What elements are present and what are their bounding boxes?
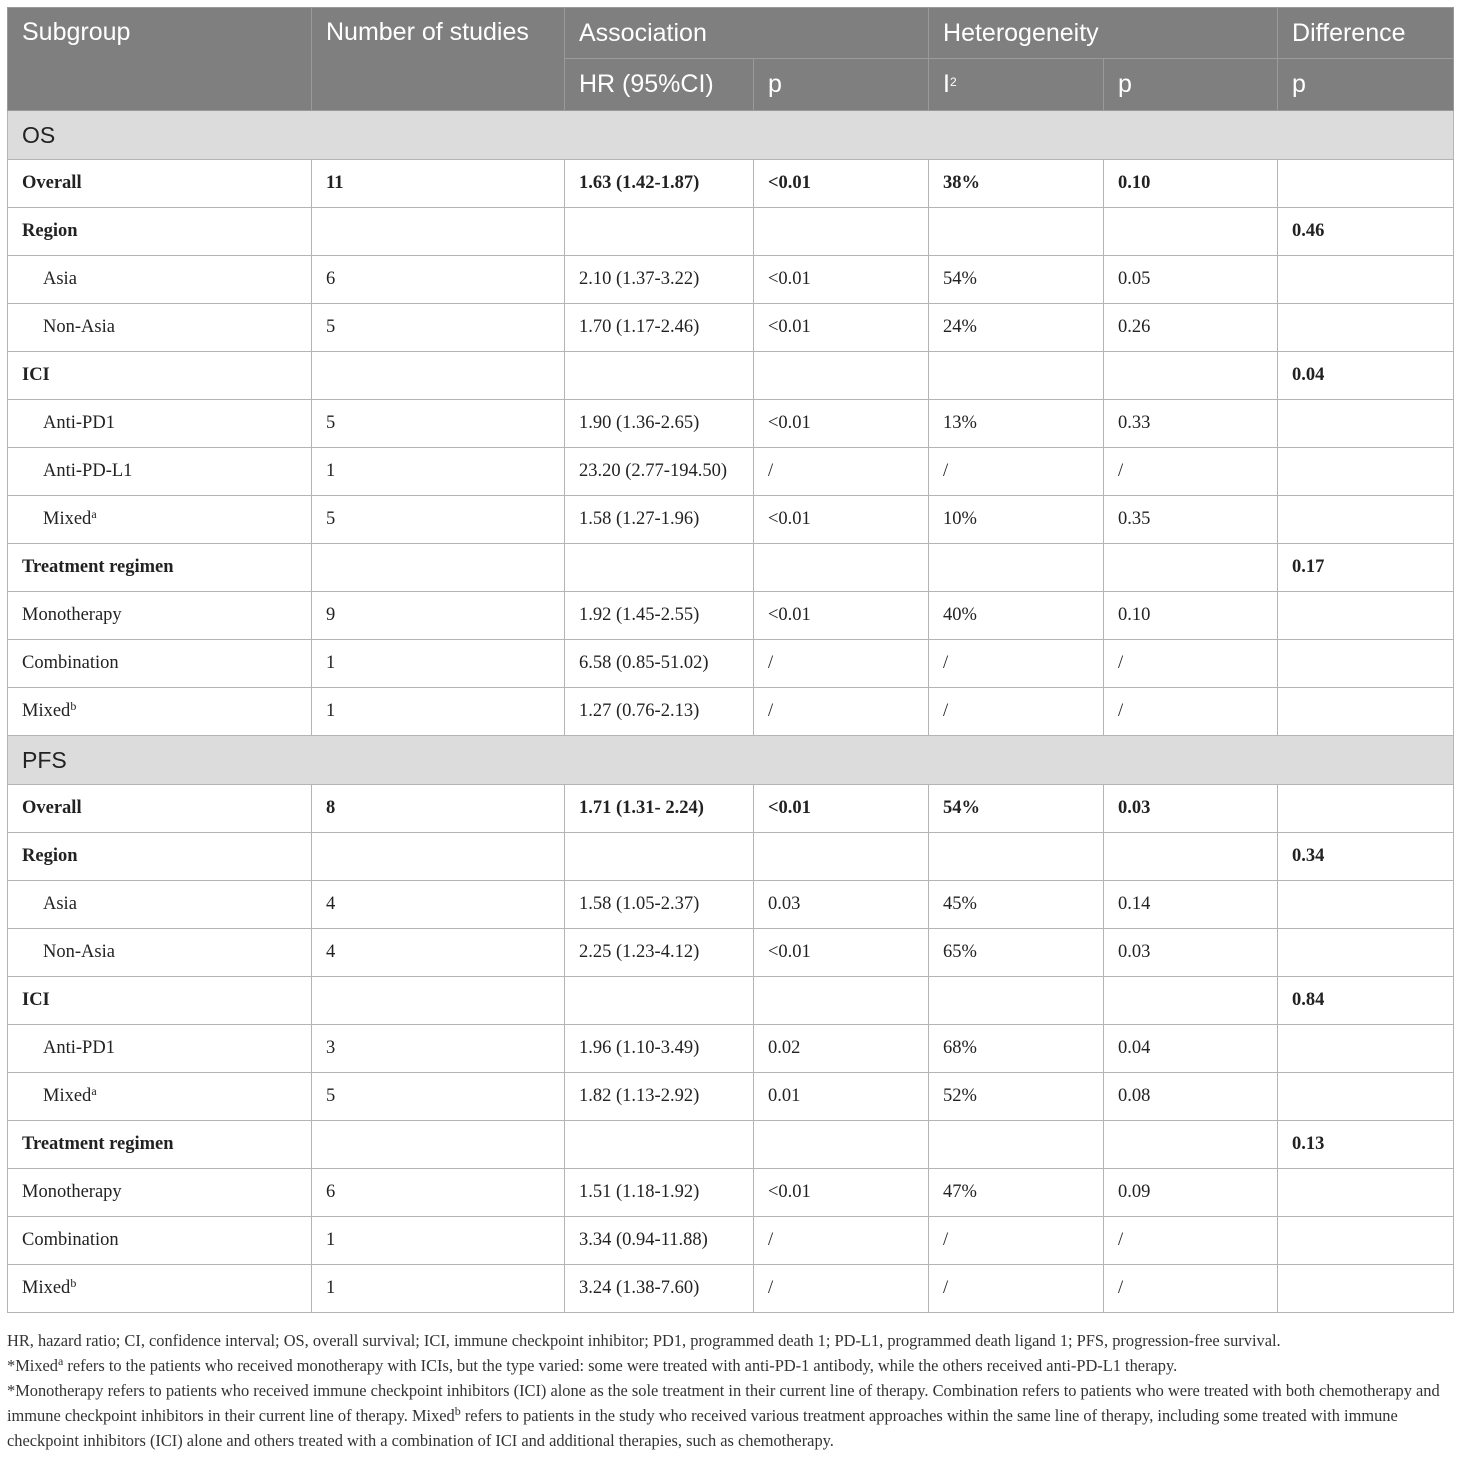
- os-association-p: <0.01: [754, 256, 929, 304]
- subgroup-label-text: Region: [22, 221, 78, 241]
- os-number-of-studies: [312, 352, 565, 400]
- pfs-number-of-studies: 4: [312, 929, 565, 977]
- os-number-of-studies: 9: [312, 592, 565, 640]
- os-hazard-ratio: 1.58 (1.27-1.96): [565, 496, 754, 544]
- subgroup-label-text: Anti-PD-L1: [43, 461, 133, 481]
- pfs-number-of-studies: 1: [312, 1265, 565, 1313]
- header-difference: Difference: [1278, 8, 1454, 59]
- pfs-difference-p: [1278, 1217, 1454, 1265]
- footnote-mixed-a: [7, 1353, 1453, 1378]
- os-hazard-ratio: 23.20 (2.77-194.50): [565, 448, 754, 496]
- subgroup-label-text: Treatment regimen: [22, 1134, 174, 1154]
- os-i2: /: [929, 448, 1104, 496]
- pfs-hazard-ratio: 3.34 (0.94-11.88): [565, 1217, 754, 1265]
- os-i2: [929, 544, 1104, 592]
- pfs-subgroup-label: [8, 1169, 312, 1217]
- pfs-difference-p: [1278, 1265, 1454, 1313]
- os-heterogeneity-p: /: [1104, 688, 1278, 736]
- pfs-number-of-studies: 3: [312, 1025, 565, 1073]
- pfs-i2: 47%: [929, 1169, 1104, 1217]
- os-i2: [929, 352, 1104, 400]
- os-heterogeneity-p: 0.35: [1104, 496, 1278, 544]
- pfs-row: [8, 1217, 1454, 1265]
- pfs-difference-p: [1278, 785, 1454, 833]
- section-label-pfs: PFS: [8, 736, 1454, 785]
- pfs-number-of-studies: [312, 833, 565, 881]
- os-heterogeneity-p: 0.05: [1104, 256, 1278, 304]
- subgroup-label-superscript: a: [91, 1084, 97, 1098]
- os-subgroup-label: [8, 208, 312, 256]
- os-row: [8, 592, 1454, 640]
- subgroup-label-text: Overall: [22, 173, 82, 193]
- pfs-heterogeneity-p: 0.04: [1104, 1025, 1278, 1073]
- os-i2: /: [929, 688, 1104, 736]
- subgroup-label-text: Non-Asia: [43, 942, 115, 962]
- pfs-association-p: 0.01: [754, 1073, 929, 1121]
- subgroup-label-text: Anti-PD1: [43, 1038, 115, 1058]
- subgroup-table-container: [7, 7, 1453, 1313]
- pfs-heterogeneity-p: 0.03: [1104, 785, 1278, 833]
- os-hazard-ratio: 1.70 (1.17-2.46): [565, 304, 754, 352]
- os-hazard-ratio: [565, 544, 754, 592]
- pfs-heterogeneity-p: [1104, 1121, 1278, 1169]
- os-association-p: /: [754, 688, 929, 736]
- os-difference-p: [1278, 400, 1454, 448]
- subgroup-label-superscript: b: [70, 699, 77, 713]
- pfs-number-of-studies: [312, 1121, 565, 1169]
- os-row: [8, 304, 1454, 352]
- pfs-row: [8, 929, 1454, 977]
- os-heterogeneity-p: 0.10: [1104, 592, 1278, 640]
- os-difference-p: [1278, 496, 1454, 544]
- subgroup-label-text: Combination: [22, 1230, 119, 1250]
- pfs-heterogeneity-p: 0.03: [1104, 929, 1278, 977]
- pfs-i2: 52%: [929, 1073, 1104, 1121]
- os-difference-p: [1278, 688, 1454, 736]
- os-heterogeneity-p: [1104, 352, 1278, 400]
- os-number-of-studies: 11: [312, 160, 565, 208]
- os-hazard-ratio: 1.63 (1.42-1.87): [565, 160, 754, 208]
- header-number-of-studies: Number of studies: [312, 8, 565, 111]
- section-label-os: OS: [8, 111, 1454, 160]
- pfs-association-p: [754, 1121, 929, 1169]
- pfs-subgroup-label: [8, 881, 312, 929]
- os-heterogeneity-p: [1104, 544, 1278, 592]
- os-association-p: <0.01: [754, 160, 929, 208]
- pfs-number-of-studies: 1: [312, 1217, 565, 1265]
- pfs-difference-p: [1278, 929, 1454, 977]
- pfs-row: [8, 1073, 1454, 1121]
- pfs-subgroup-label: [8, 1121, 312, 1169]
- os-heterogeneity-p: [1104, 208, 1278, 256]
- pfs-row: [8, 977, 1454, 1025]
- pfs-subgroup-label: [8, 833, 312, 881]
- os-difference-p: [1278, 640, 1454, 688]
- os-number-of-studies: [312, 208, 565, 256]
- pfs-i2: 68%: [929, 1025, 1104, 1073]
- os-hazard-ratio: 6.58 (0.85-51.02): [565, 640, 754, 688]
- os-hazard-ratio: 1.92 (1.45-2.55): [565, 592, 754, 640]
- pfs-heterogeneity-p: 0.08: [1104, 1073, 1278, 1121]
- os-number-of-studies: 5: [312, 400, 565, 448]
- subgroup-label-superscript: a: [91, 507, 97, 521]
- os-hazard-ratio: [565, 352, 754, 400]
- pfs-row: [8, 881, 1454, 929]
- pfs-hazard-ratio: 1.71 (1.31- 2.24): [565, 785, 754, 833]
- subgroup-label-text: Monotherapy: [22, 605, 122, 625]
- pfs-row: [8, 1121, 1454, 1169]
- os-row: [8, 352, 1454, 400]
- os-hazard-ratio: 1.90 (1.36-2.65): [565, 400, 754, 448]
- os-difference-p: 0.17: [1278, 544, 1454, 592]
- pfs-association-p: 0.02: [754, 1025, 929, 1073]
- os-subgroup-label: [8, 544, 312, 592]
- pfs-number-of-studies: [312, 977, 565, 1025]
- os-heterogeneity-p: /: [1104, 448, 1278, 496]
- pfs-subgroup-label: [8, 785, 312, 833]
- os-subgroup-label: [8, 256, 312, 304]
- subgroup-label-text: Asia: [43, 269, 77, 289]
- os-difference-p: [1278, 304, 1454, 352]
- subgroup-label-text: Non-Asia: [43, 317, 115, 337]
- subgroup-analysis-table: [7, 7, 1454, 1313]
- subgroup-label-text: ICI: [22, 365, 50, 385]
- header-heterogeneity: Heterogeneity: [929, 8, 1278, 59]
- pfs-association-p: [754, 977, 929, 1025]
- pfs-association-p: [754, 833, 929, 881]
- subgroup-label-text: ICI: [22, 990, 50, 1010]
- pfs-i2: 45%: [929, 881, 1104, 929]
- subgroup-label-text: Monotherapy: [22, 1182, 122, 1202]
- os-number-of-studies: [312, 544, 565, 592]
- os-number-of-studies: 1: [312, 448, 565, 496]
- os-i2: 10%: [929, 496, 1104, 544]
- subgroup-label-text: Treatment regimen: [22, 557, 174, 577]
- pfs-i2: /: [929, 1217, 1104, 1265]
- os-association-p: <0.01: [754, 496, 929, 544]
- os-hazard-ratio: 1.27 (0.76-2.13): [565, 688, 754, 736]
- pfs-difference-p: [1278, 1025, 1454, 1073]
- os-i2: /: [929, 640, 1104, 688]
- footnote-mixed-a-sup: a: [58, 1354, 64, 1368]
- pfs-heterogeneity-p: 0.14: [1104, 881, 1278, 929]
- os-subgroup-label: [8, 640, 312, 688]
- pfs-hazard-ratio: 2.25 (1.23-4.12): [565, 929, 754, 977]
- os-row: [8, 640, 1454, 688]
- os-subgroup-label: [8, 448, 312, 496]
- pfs-i2: 54%: [929, 785, 1104, 833]
- footnote-regimen: [7, 1378, 1453, 1453]
- os-hazard-ratio: 2.10 (1.37-3.22): [565, 256, 754, 304]
- os-i2: 54%: [929, 256, 1104, 304]
- os-association-p: [754, 352, 929, 400]
- pfs-i2: /: [929, 1265, 1104, 1313]
- pfs-number-of-studies: 6: [312, 1169, 565, 1217]
- pfs-i2: 65%: [929, 929, 1104, 977]
- table-header: [8, 8, 1454, 111]
- pfs-hazard-ratio: 1.58 (1.05-2.37): [565, 881, 754, 929]
- subgroup-label-text: Mixed: [22, 1278, 71, 1298]
- os-row: [8, 544, 1454, 592]
- footnote-abbreviations: HR, hazard ratio; CI, confidence interval; OS, overall survival; ICI, immune checkpoint inhibitor; PD1, programmed death 1; PD-L1, programmed death ligand 1; PFS, progression-free survival.: [7, 1331, 1281, 1350]
- header-i2-base: I: [943, 70, 950, 98]
- pfs-i2: [929, 833, 1104, 881]
- pfs-number-of-studies: 5: [312, 1073, 565, 1121]
- section-row-pfs: [8, 736, 1454, 785]
- os-number-of-studies: 1: [312, 640, 565, 688]
- os-association-p: <0.01: [754, 400, 929, 448]
- os-i2: [929, 208, 1104, 256]
- os-i2: 13%: [929, 400, 1104, 448]
- pfs-row: [8, 1265, 1454, 1313]
- subgroup-label-text: Mixed: [22, 701, 71, 721]
- os-difference-p: 0.04: [1278, 352, 1454, 400]
- pfs-association-p: <0.01: [754, 785, 929, 833]
- pfs-hazard-ratio: 3.24 (1.38-7.60): [565, 1265, 754, 1313]
- pfs-hazard-ratio: [565, 1121, 754, 1169]
- pfs-hazard-ratio: 1.82 (1.13-2.92): [565, 1073, 754, 1121]
- os-difference-p: [1278, 160, 1454, 208]
- pfs-row: [8, 833, 1454, 881]
- os-number-of-studies: 1: [312, 688, 565, 736]
- pfs-hazard-ratio: 1.96 (1.10-3.49): [565, 1025, 754, 1073]
- pfs-number-of-studies: 4: [312, 881, 565, 929]
- pfs-subgroup-label: [8, 1025, 312, 1073]
- pfs-association-p: <0.01: [754, 929, 929, 977]
- subgroup-label-text: Mixed: [43, 1086, 92, 1106]
- pfs-heterogeneity-p: /: [1104, 1217, 1278, 1265]
- header-association-p: p: [754, 59, 929, 111]
- os-row: [8, 496, 1454, 544]
- os-subgroup-label: [8, 160, 312, 208]
- pfs-association-p: 0.03: [754, 881, 929, 929]
- pfs-row: [8, 1169, 1454, 1217]
- os-subgroup-label: [8, 304, 312, 352]
- pfs-row: [8, 1025, 1454, 1073]
- pfs-subgroup-label: [8, 977, 312, 1025]
- os-heterogeneity-p: /: [1104, 640, 1278, 688]
- pfs-hazard-ratio: 1.51 (1.18-1.92): [565, 1169, 754, 1217]
- os-subgroup-label: [8, 496, 312, 544]
- pfs-i2: [929, 977, 1104, 1025]
- pfs-association-p: /: [754, 1217, 929, 1265]
- pfs-subgroup-label: [8, 1265, 312, 1313]
- pfs-difference-p: 0.13: [1278, 1121, 1454, 1169]
- pfs-heterogeneity-p: 0.09: [1104, 1169, 1278, 1217]
- table-body: [8, 111, 1454, 1313]
- pfs-association-p: /: [754, 1265, 929, 1313]
- pfs-hazard-ratio: [565, 977, 754, 1025]
- header-heterogeneity-p: p: [1104, 59, 1278, 111]
- os-heterogeneity-p: 0.33: [1104, 400, 1278, 448]
- pfs-hazard-ratio: [565, 833, 754, 881]
- os-row: [8, 448, 1454, 496]
- os-difference-p: [1278, 256, 1454, 304]
- table-footnotes: [7, 1328, 1453, 1453]
- header-subgroup: Subgroup: [8, 8, 312, 111]
- pfs-difference-p: [1278, 1169, 1454, 1217]
- pfs-i2: [929, 1121, 1104, 1169]
- os-number-of-studies: 6: [312, 256, 565, 304]
- subgroup-label-text: Asia: [43, 894, 77, 914]
- header-i2: [929, 59, 1104, 111]
- os-subgroup-label: [8, 592, 312, 640]
- pfs-difference-p: [1278, 881, 1454, 929]
- os-row: [8, 400, 1454, 448]
- os-difference-p: 0.46: [1278, 208, 1454, 256]
- subgroup-label-text: Region: [22, 846, 78, 866]
- pfs-association-p: <0.01: [754, 1169, 929, 1217]
- pfs-heterogeneity-p: [1104, 977, 1278, 1025]
- os-association-p: [754, 208, 929, 256]
- footnote-mixed-a-pre: *Mixed: [7, 1356, 58, 1375]
- pfs-heterogeneity-p: /: [1104, 1265, 1278, 1313]
- os-hazard-ratio: [565, 208, 754, 256]
- subgroup-label-text: Anti-PD1: [43, 413, 115, 433]
- os-association-p: <0.01: [754, 592, 929, 640]
- os-subgroup-label: [8, 688, 312, 736]
- subgroup-label-text: Combination: [22, 653, 119, 673]
- pfs-difference-p: 0.34: [1278, 833, 1454, 881]
- pfs-row: [8, 785, 1454, 833]
- os-number-of-studies: 5: [312, 304, 565, 352]
- os-row: [8, 160, 1454, 208]
- footnote-mixed-a-post: refers to the patients who received monotherapy with ICIs, but the type varied: some were treated with anti-PD-1 antibody, while the others received anti-PD-L1 therapy.: [63, 1356, 1178, 1375]
- os-subgroup-label: [8, 400, 312, 448]
- os-i2: 40%: [929, 592, 1104, 640]
- os-difference-p: [1278, 592, 1454, 640]
- os-heterogeneity-p: 0.26: [1104, 304, 1278, 352]
- footnote-regimen-sup: b: [454, 1404, 461, 1418]
- os-subgroup-label: [8, 352, 312, 400]
- subgroup-label-text: Mixed: [43, 509, 92, 529]
- section-row-os: [8, 111, 1454, 160]
- footnote-regimen-pre: *Monotherapy refers to patients who received immune checkpoint inhibitors (ICI) alone as the sole treatment in their current line of therapy. Combination refers to patients who were treated with both chemotherapy and immune checkpoint inhibitors in their current line of therapy. Mixed: [7, 1381, 1440, 1425]
- pfs-difference-p: 0.84: [1278, 977, 1454, 1025]
- pfs-difference-p: [1278, 1073, 1454, 1121]
- os-association-p: /: [754, 640, 929, 688]
- subgroup-label-text: Overall: [22, 798, 82, 818]
- os-difference-p: [1278, 448, 1454, 496]
- pfs-subgroup-label: [8, 1073, 312, 1121]
- pfs-heterogeneity-p: [1104, 833, 1278, 881]
- os-heterogeneity-p: 0.10: [1104, 160, 1278, 208]
- os-association-p: /: [754, 448, 929, 496]
- os-association-p: [754, 544, 929, 592]
- header-association: Association: [565, 8, 929, 59]
- os-row: [8, 688, 1454, 736]
- os-association-p: <0.01: [754, 304, 929, 352]
- os-i2: 38%: [929, 160, 1104, 208]
- os-row: [8, 256, 1454, 304]
- header-difference-p: p: [1278, 59, 1454, 111]
- os-number-of-studies: 5: [312, 496, 565, 544]
- header-hr: HR (95%CI): [565, 59, 754, 111]
- footnote-regimen-post: refers to patients in the study who received various treatment approaches within the same line of therapy, including some treated with immune checkpoint inhibitors (ICI) alone and others treated with a combination of ICI and additional therapies, such as chemotherapy.: [7, 1406, 1398, 1450]
- pfs-number-of-studies: 8: [312, 785, 565, 833]
- pfs-subgroup-label: [8, 1217, 312, 1265]
- subgroup-label-superscript: b: [70, 1276, 77, 1290]
- header-i2-sup: 2: [949, 75, 957, 89]
- os-row: [8, 208, 1454, 256]
- os-i2: 24%: [929, 304, 1104, 352]
- pfs-subgroup-label: [8, 929, 312, 977]
